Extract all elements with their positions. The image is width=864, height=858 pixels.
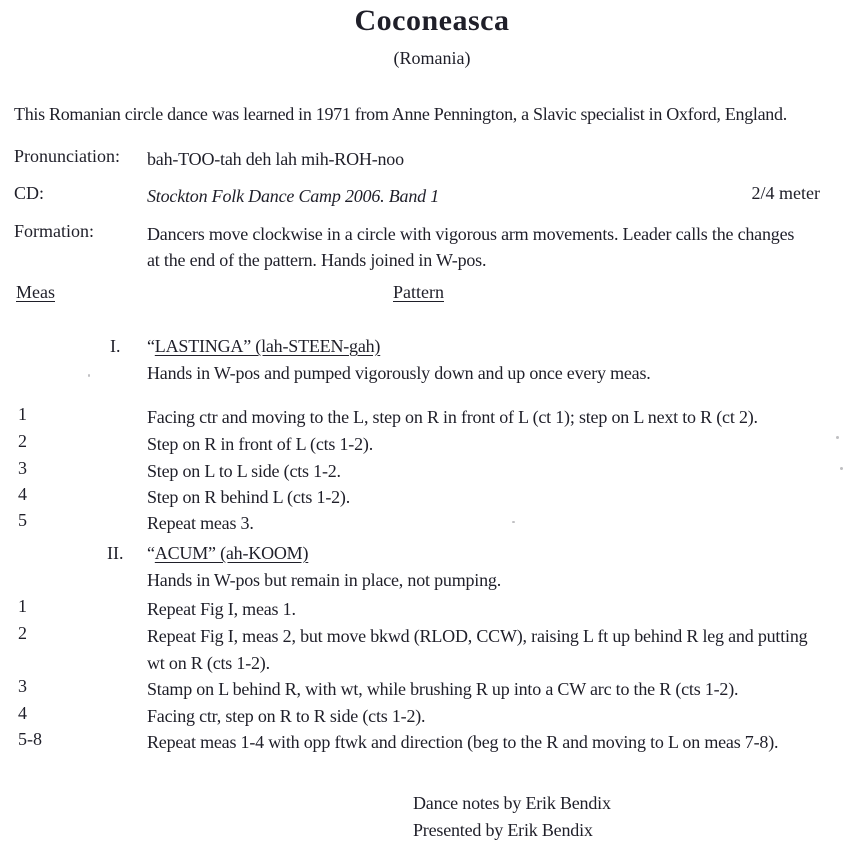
pattern-text-line: Repeat Fig I, meas 2, but move bkwd (RLOD, CCW), raising L ft up behind R leg and putting [147,626,808,646]
pattern-text-line: Facing ctr, step on R to R side (cts 1-2). [147,706,426,726]
info-row-formation [0,221,864,273]
figure-1-heading-quote: “ [147,336,155,356]
info-row-pronunciation [0,146,864,172]
figure-1-numeral: I. [110,336,121,356]
footer-credit-presented: Presented by Erik Bendix [413,820,593,840]
footer-credit-notes: Dance notes by Erik Bendix [413,793,611,813]
meas-number: 5-8 [18,729,42,749]
pattern-text-line: wt on R (cts 1-2). [147,652,270,673]
formation-value-line: Dancers move clockwise in a circle with vigorous arm movements. Leader calls the changes [147,224,795,244]
pattern-text-line: Step on L to L side (cts 1-2. [147,461,341,481]
scan-speck [88,374,90,377]
formation-value-line: at the end of the pattern. Hands joined in W-pos. [147,250,487,270]
page-subtitle: (Romania) [393,48,471,68]
figure-1-heading-text: LASTINGA” (lah-STEEN-gah) [154,336,381,356]
cd-label: CD: [14,183,45,203]
cd-value: Stockton Folk Dance Camp 2006. Band 1 [147,186,440,206]
pattern-text-line: Stamp on L behind R, with wt, while brushing R up into a CW arc to the R (cts 1-2). [147,679,739,699]
pattern-row [0,703,864,730]
meas-number: 4 [18,703,27,723]
figure-1-subheading: Hands in W-pos and pumped vigorously down and up once every meas. [147,363,651,383]
pattern-row [0,484,864,511]
pattern-row [0,510,864,537]
scan-speck [512,521,515,523]
pattern-row [0,729,864,756]
pattern-text-line: Repeat meas 3. [147,513,254,533]
figure-1-heading [147,336,864,357]
scan-speck [840,467,843,470]
pattern-row [0,676,864,703]
pronunciation-value: bah-TOO-tah deh lah mih-ROH-noo [147,149,404,169]
pattern-row [0,431,864,458]
figure-1-heading-row [0,336,864,357]
meas-number: 1 [18,596,27,616]
pattern-row [0,623,864,676]
meas-number: 4 [18,484,27,504]
pattern-text-line: Repeat meas 1-4 with opp ftwk and direction (beg to the R and moving to L on meas 7-8). [147,732,779,752]
meter-label: 2/4 meter [751,183,820,203]
meas-number: 3 [18,458,27,478]
pronunciation-label: Pronunciation: [14,146,120,166]
column-header-pattern: Pattern [393,282,444,302]
pattern-row [0,404,864,431]
figure-2-heading-quote: “ [147,543,155,563]
column-header-meas: Meas [16,282,55,302]
figure-2-numeral: II. [107,543,124,563]
figure-2-heading-text: ACUM” (ah-KOOM) [154,543,309,563]
figure-2-subheading: Hands in W-pos but remain in place, not pumping. [147,570,502,590]
pattern-text-line: Step on R in front of L (cts 1-2). [147,434,373,454]
scan-speck [836,436,839,439]
meas-number: 3 [18,676,27,696]
pattern-text-line: Repeat Fig I, meas 1. [147,599,296,619]
pattern-text-line: Step on R behind L (cts 1-2). [147,487,351,507]
intro-paragraph: This Romanian circle dance was learned in 1971 from Anne Pennington, a Slavic specialist in Oxford, England. [14,104,787,124]
info-row-cd [0,183,864,209]
meas-number: 1 [18,404,27,424]
meas-number: 2 [18,431,27,451]
pattern-row [0,458,864,485]
pattern-text-line: Facing ctr and moving to the L, step on R in front of L (ct 1); step on L next to R (ct 2). [147,407,758,427]
meas-number: 5 [18,510,27,530]
meas-number: 2 [18,623,27,643]
figure-2-heading [147,543,864,564]
formation-label: Formation: [14,221,94,241]
figure-2-heading-row [0,543,864,564]
pattern-row [0,596,864,623]
page-title: Coconeasca [354,4,510,37]
